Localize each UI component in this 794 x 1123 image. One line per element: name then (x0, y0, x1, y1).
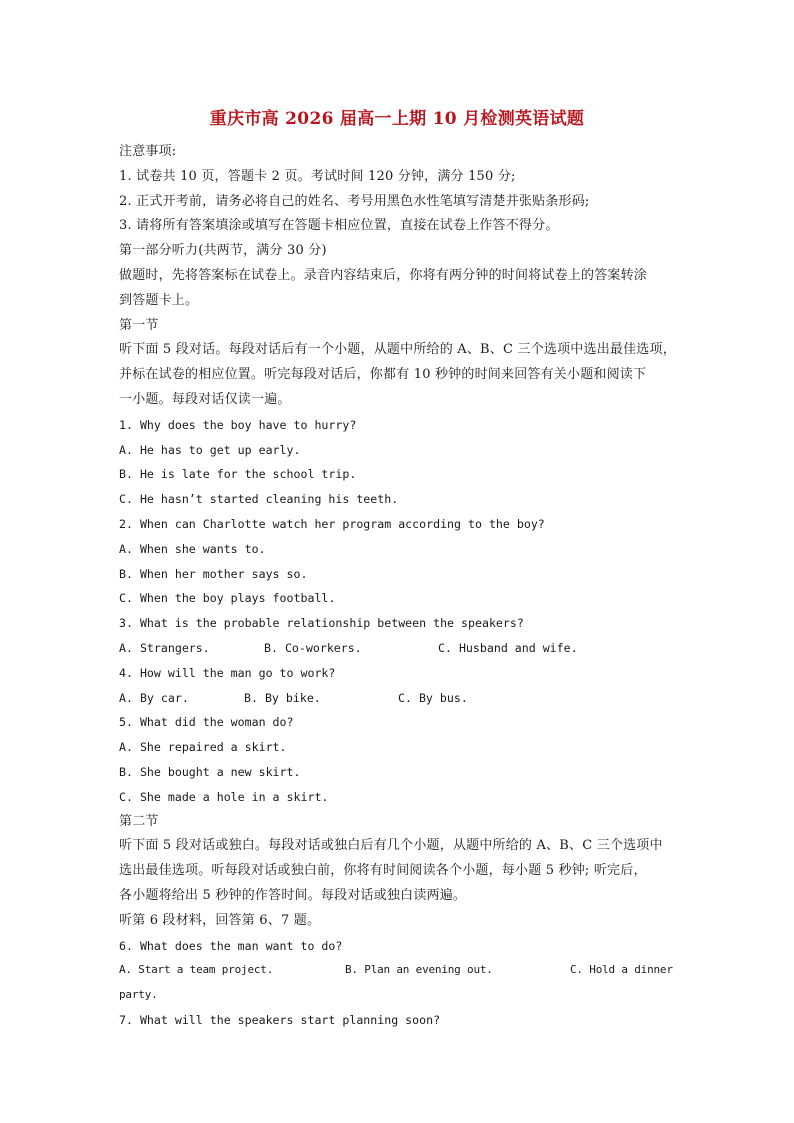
page-title: 重庆市高 2026 届高一上期 10 月检测英语试题 (209, 109, 585, 129)
options-row (119, 958, 679, 983)
option-a: A. Start a team project. (119, 963, 274, 977)
option-a: A. Strangers. (119, 640, 210, 655)
option-a: A. When she wants to. (119, 541, 266, 556)
option-c: C. Husband and wife. (438, 640, 578, 655)
notice-item: 2. 正式开考前，请务必将自己的姓名、考号用黑色水性笔填写清楚并张贴条形码; (119, 193, 590, 209)
section2-intro: 各小题将给出 5 秒钟的作答时间。每段对话或独白读两遍。 (119, 887, 467, 903)
option-b: B. When her mother says so. (119, 566, 308, 581)
section1-intro: 听下面 5 段对话。每段对话后有一个小题，从题中所给的 A、B、C 三个选项中选出最佳选项， (119, 342, 676, 358)
section2-intro: 选出最佳选项。听每段对话或独白前，你将有时间阅读各个小题，每小题 5 秒钟; 听完后， (119, 863, 647, 879)
option-b: B. Plan an evening out. (345, 963, 493, 977)
notice-item: 1. 试卷共 10 页，答题卡 2 页。考试时间 120 分钟，满分 150 分; (119, 168, 516, 184)
option-a: A. By car. (119, 690, 189, 705)
option-c-continued: party. (119, 988, 158, 1002)
section1-heading: 第一节 (119, 317, 159, 333)
option-c: C. Hold a dinner (570, 963, 673, 977)
option-a: A. She repaired a skirt. (119, 740, 287, 755)
section1-intro: 并标在试卷的相应位置。听完每段对话后，你都有 10 秒钟的时间来回答有关小题和阅读下 (119, 367, 647, 383)
option-b: B. She bought a new skirt. (119, 764, 301, 779)
section2-heading: 第二节 (119, 813, 159, 829)
option-c: C. When the boy plays football. (119, 591, 336, 606)
question-7: 7. What will the speakers start planning soon? (119, 1012, 441, 1027)
part1-intro: 到答题卡上。 (119, 292, 199, 308)
options-row (119, 636, 679, 661)
option-b: B. Co-workers. (264, 640, 362, 655)
question-3: 3. What is the probable relationship between the speakers? (119, 616, 524, 631)
option-c: C. He hasn’t started cleaning his teeth. (119, 492, 399, 507)
question-5: 5. What did the woman do? (119, 715, 294, 730)
option-c: C. By bus. (398, 690, 468, 705)
part1-heading: 第一部分听力(共两节，满分 30 分) (119, 243, 327, 259)
option-b: B. By bike. (244, 690, 321, 705)
exam-body (119, 140, 679, 1033)
section1-intro: 一小题。每段对话仅读一遍。 (119, 391, 291, 407)
part1-intro: 做题时，先将答案标在试卷上。录音内容结束后，你将有两分钟的时间将试卷上的答案转涂 (119, 267, 648, 283)
options-row (119, 686, 679, 711)
option-c: C. She made a hole in a skirt. (119, 789, 329, 804)
notice-heading: 注意事项: (119, 144, 177, 159)
section2-intro: 听下面 5 段对话或独白。每段对话或独白后有几个小题，从题中所给的 A、B、C 三个选项中 (119, 838, 663, 854)
question-1: 1. Why does the boy have to hurry? (119, 417, 357, 432)
question-6: 6. What does the man want to do? (119, 938, 343, 953)
question-4: 4. How will the man go to work? (119, 665, 336, 680)
notice-item: 3. 请将所有答案填涂或填写在答题卡相应位置，直接在试卷上作答不得分。 (119, 218, 559, 234)
material-instruction: 听第 6 段材料，回答第 6、7 题。 (119, 912, 321, 928)
option-b: B. He is late for the school trip. (119, 467, 357, 482)
question-2: 2. When can Charlotte watch her program according to the boy? (119, 516, 545, 531)
option-a: A. He has to get up early. (119, 442, 301, 457)
